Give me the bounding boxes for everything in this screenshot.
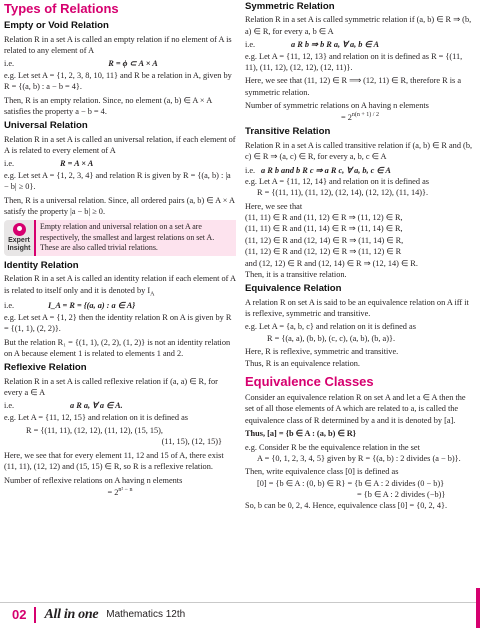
identity-relation-example: e.g. Let set A = {1, 2} then the identity relation R on A is given by R = {(1, 1), (2, 2)}. (4, 312, 232, 334)
empty-relation-example: e.g. Let set A = {1, 2, 3, 8, 10, 11} and R be a relation in A, given by R = {(a, b) : a − b = 4}. (4, 70, 232, 92)
expert-badge-line1: Expert (8, 236, 30, 244)
ie-label: i.e. (245, 165, 256, 175)
equivalence-class-line1: [0] = {b ∈ A : (0, b) ∈ R} = {b ∈ A : 2 divides (0 − b)} (257, 478, 445, 488)
transitive-relation-formula: a R b and b R c ⇒ a R c, ∀ a, b, c ∈ A (261, 165, 391, 175)
equivalence-relation-title: Equivalence Relation (245, 283, 342, 295)
equivalence-relation-set: R = {(a, a), (b, b), (c, c), (a, b), (b, a)}. (267, 333, 396, 343)
expert-insight-box (4, 220, 236, 256)
transitive-check-line: (11, 11) ∈ R and (11, 12) ∈ R ⇒ (11, 12) ∈ R, (245, 213, 403, 223)
universal-relation-formula: R = A × A (60, 159, 94, 169)
equivalence-relation-example: e.g. Let A = {a, b, c} and relation on it is defined as (245, 322, 416, 332)
transitive-relation-section (245, 126, 475, 280)
equivalence-class-example-2: A = {0, 1, 2, 3, 4, 5} given by R = {(a, b) : 2 divides (a − b)}. (257, 453, 461, 463)
identity-relation-title: Identity Relation (4, 259, 79, 271)
universal-relation-section (4, 120, 236, 217)
transitive-relation-here: Here, we see that (245, 201, 303, 211)
symmetric-relation-section (245, 1, 475, 123)
transitive-check-line: and (12, 12) ∈ R and (12, 14) ∈ R ⇒ (12, 14) ∈ R. (245, 258, 418, 268)
book-subject: Mathematics 12th (106, 609, 186, 621)
symmetric-count-base: = 2 (341, 113, 352, 123)
identity-relation-ie (4, 300, 236, 311)
symmetric-relation-example: e.g. Let A = {11, 12, 13} and relation on it is defined as R = {(11, 11), (11, 12), (12, 12), (12, 11)}. (245, 51, 463, 72)
universal-relation-title: Universal Relation (4, 120, 88, 132)
identity-relation-formula: I_A = R = {(a, a) : a ∈ A} (48, 301, 136, 311)
transitive-check-line: (11, 11) ∈ R and (11, 14) ∈ R ⇒ (11, 14) ∈ R, (245, 224, 403, 234)
empty-relation-ie (4, 58, 236, 69)
identity-relation-counterexample: But the relation R₁ = {(1, 1), (2, 2), (1, 2)} is not an identity relation on A because element 1 is related to elements 1 and 2. (4, 337, 231, 358)
reflexive-relation-explanation: Here, we see that for every element 11, 12 and 15 of A, there exist (11, 11), (12, 12) and (15, 15) ∈ R, so R is a reflexive relation. (4, 450, 224, 472)
reflexive-count-exponent: n² − n (118, 486, 133, 493)
symmetric-count-exponent: n(n + 1) / 2 (351, 112, 379, 119)
empty-relation-definition: Relation R in a set A is called an empty relation if no element of A is related to any element of A (4, 34, 232, 56)
reflexive-relation-section (4, 362, 236, 498)
identity-def-subscript: A (150, 291, 155, 298)
symmetric-relation-explanation: Here, we see that (11, 12) ∈ R ⟹ (12, 11) ∈ R, therefore R is a symmetric relation. (245, 76, 462, 97)
equivalence-class-formula: Thus, [a] = {b ∈ A : (a, b) ∈ R} (245, 429, 357, 439)
symmetric-relation-ie (245, 39, 475, 50)
transitive-check-line: (11, 12) ∈ R and (12, 12) ∈ R ⇒ (11, 12) ∈ R (245, 247, 402, 257)
equivalence-relation-definition: A relation R on set A is said to be an equivalence relation on A iff it is reflexive, symmetric and transitive. (245, 297, 469, 319)
universal-relation-definition: Relation R in a set A is called an universal relation, if each element of A is related to every element of A (4, 134, 236, 156)
ie-label: i.e. (4, 301, 15, 311)
empty-relation-conclusion: Then, R is an empty relation. Since, no element (a, b) ∈ A × A satisfies the property a − b = 4. (4, 95, 212, 116)
equivalence-classes-heading: Equivalence Classes (245, 373, 374, 389)
empty-relation-section (4, 20, 236, 117)
equivalence-classes-definition: Consider an equivalence relation R on set A and let a ∈ A then the set of all those elements of A which are related to a, is called the equivalence class of R determined by a and it is denoted by [a]. (245, 393, 466, 425)
empty-relation-title: Empty or Void Relation (4, 20, 109, 32)
expert-badge-line2: Insight (7, 244, 31, 252)
equivalence-relation-thus: Thus, R is an equivalence relation. (245, 358, 360, 368)
identity-relation-section (4, 260, 236, 360)
ie-label: i.e. (245, 40, 256, 50)
symmetric-relation-count-formula (245, 111, 475, 123)
reflexive-relation-ie (4, 400, 236, 411)
page-edge-accent (476, 588, 480, 628)
ie-label: i.e. (4, 59, 15, 69)
footer-divider (34, 607, 36, 623)
brand-logo: All in one (44, 607, 99, 623)
reflexive-relation-formula: a R a, ∀ a ∈ A. (70, 401, 123, 411)
universal-relation-example: e.g. Let set A = {1, 2, 3, 4} and relation R is given by R = {(a, b) : |a − b| ≥ 0}. (4, 170, 231, 192)
equivalence-class-example-1: e.g. Consider R be the equivalence relation in the set (245, 442, 420, 452)
page-number: 02 (12, 607, 27, 623)
equivalence-relation-section (245, 283, 475, 369)
reflexive-relation-example: e.g. Let A = {11, 12, 15} and relation on it is defined as (4, 412, 189, 422)
reflexive-relation-definition: Relation R in a set A is called reflexive relation if (a, a) ∈ R, for every a ∈ A (4, 376, 218, 398)
transitive-relation-ie (245, 165, 475, 176)
empty-relation-formula: R = ϕ ⊂ A × A (108, 59, 158, 69)
equivalence-class-line2: = {b ∈ A : 2 divides (−b)} (357, 490, 446, 499)
reflexive-relation-title: Reflexive Relation (4, 362, 87, 374)
types-of-relations-heading: Types of Relations (4, 1, 119, 16)
reflexive-relation-set-line2: (11, 15), (12, 15)} (161, 437, 222, 447)
transitive-relation-title: Transitive Relation (245, 126, 331, 138)
expert-insight-text: Empty relation and universal relation on a set A are respectively, the smallest and largest relations on set A. These are also called trivial relations. (34, 220, 236, 256)
symmetric-relation-formula: a R b ⇒ b R a, ∀ a, b ∈ A (291, 40, 380, 50)
equivalence-classes-section (245, 374, 475, 512)
left-column (4, 0, 236, 500)
reflexive-relation-set-line1: R = {(11, 11), (12, 12), (11, 12), (15, 15), (26, 426, 164, 436)
reflexive-count-base: = 2 (107, 487, 119, 497)
reflexive-relation-count-formula (4, 486, 236, 498)
transitive-relation-example: e.g. Let A = {11, 12, 14} and relation on it is defined as (245, 177, 430, 187)
universal-relation-ie (4, 158, 236, 169)
symmetric-relation-definition: Relation R in a set A is called symmetric relation if (a, b) ∈ R ⇒ (b, a) ∈ R, for every a, b ∈ A (245, 15, 472, 36)
ie-label: i.e. (4, 401, 15, 411)
page-footer (0, 602, 480, 627)
equivalence-class-then: Then, write equivalence class [0] is defined as (245, 467, 399, 477)
identity-def-text: Relation R in a set A is called an identity relation if each element of A is related to itself only and it is denoted by I (4, 274, 236, 295)
lightbulb-icon (13, 223, 26, 236)
ie-label: i.e. (4, 159, 15, 169)
symmetric-relation-title: Symmetric Relation (245, 1, 335, 12)
equivalence-class-result: So, b can be 0, 2, 4. Hence, equivalence class [0] = {0, 2, 4}. (245, 501, 448, 511)
transitive-relation-conclusion: Then, it is a transitive relation. (245, 269, 347, 279)
transitive-relation-set: R = {(11, 11), (11, 12), (12, 14), (12, 12), (11, 14)}. (257, 188, 429, 198)
transitive-check-line: (11, 12) ∈ R and (12, 14) ∈ R ⇒ (11, 14) ∈ R, (245, 235, 404, 245)
symmetric-relation-count-text: Number of symmetric relations on A having n elements (245, 100, 429, 110)
universal-relation-conclusion: Then, R is a universal relation. Since, all ordered pairs (a, b) ∈ A × A satisfy the property |a − b| ≥ 0. (4, 195, 235, 216)
identity-relation-definition (4, 273, 236, 298)
right-column (245, 0, 475, 514)
transitive-relation-definition: Relation R in a set A is called transitive relation if (a, b) ∈ R and (b, c) ∈ R ⇒ (a, c) ∈ R, for every a, b, c ∈ A (245, 140, 473, 162)
equivalence-relation-here: Here, R is reflexive, symmetric and transitive. (245, 347, 399, 357)
expert-insight-badge (4, 220, 34, 256)
reflexive-relation-count-text: Number of reflexive relations on A having n elements (4, 475, 183, 485)
